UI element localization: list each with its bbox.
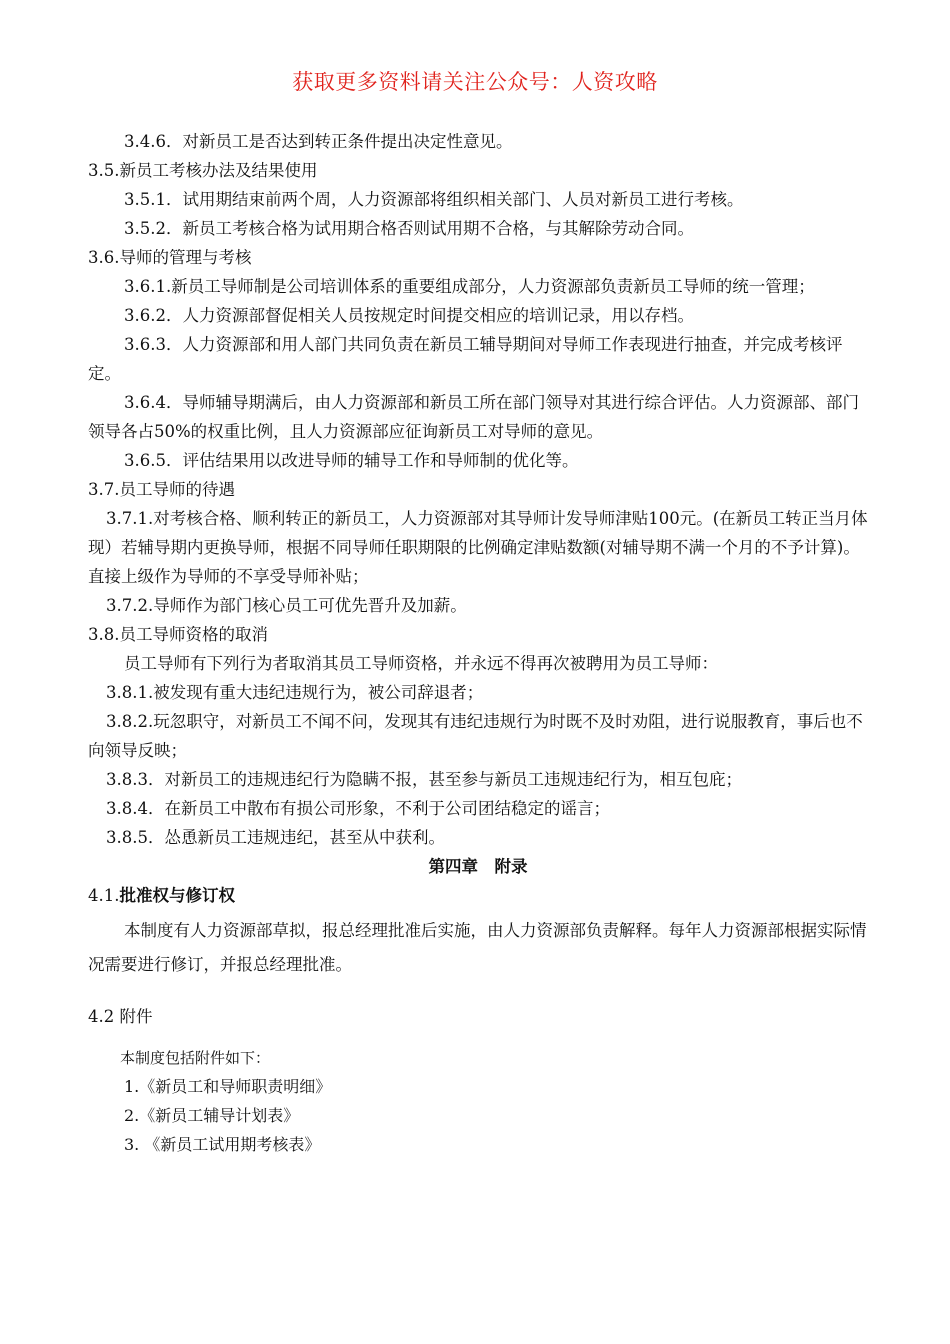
chapter-4-title: 第四章 附录 xyxy=(428,857,528,876)
clause-3-6-3: 3.6.3．人力资源部和用人部门共同负责在新员工辅导期间对导师工作表现进行抽查，并完成考核评定。 xyxy=(88,335,843,383)
section-4-2-heading: 4.2 附件 xyxy=(88,1007,153,1026)
clause-3-6-5: 3.6.5．评估结果用以改进导师的辅导工作和导师制的优化等。 xyxy=(124,451,579,470)
attachment-item-2: 2.《新员工辅导计划表》 xyxy=(124,1106,300,1125)
clause-3-7-2: 3.7.2.导师作为部门核心员工可优先晋升及加薪。 xyxy=(106,596,467,615)
clause-3-8-5: 3.8.5．怂恿新员工违规违纪，甚至从中获利。 xyxy=(106,828,445,847)
clause-3-8-3: 3.8.3．对新员工的违规违纪行为隐瞒不报，甚至参与新员工违规违纪行为，相互包庇； xyxy=(106,770,742,789)
promo-banner: 获取更多资料请关注公众号：人资攻略 xyxy=(292,70,658,94)
section-4-1-title: 批准权与修订权 xyxy=(119,886,235,905)
clause-3-6-1: 3.6.1.新员工导师制是公司培训体系的重要组成部分，人力资源部负责新员工导师的统一管理； xyxy=(124,277,815,296)
section-3-6-heading: 3.6.导师的管理与考核 xyxy=(88,248,252,267)
attachments-intro: 本制度包括附件如下： xyxy=(120,1049,271,1067)
clause-3-8-1: 3.8.1.被发现有重大违纪违规行为，被公司辞退者； xyxy=(106,683,484,702)
clause-3-6-2: 3.6.2．人力资源部督促相关人员按规定时间提交相应的培训记录，用以存档。 xyxy=(124,306,694,325)
clause-3-5-1: 3.5.1．试用期结束前两个周，人力资源部将组织相关部门、人员对新员工进行考核。 xyxy=(124,190,744,209)
section-4-1-paragraph: 本制度有人力资源部草拟，报总经理批准后实施，由人力资源部负责解释。每年人力资源部根据实际情况需要进行修订，并报总经理批准。 xyxy=(88,921,867,974)
clause-3-5-2: 3.5.2．新员工考核合格为试用期合格否则试用期不合格，与其解除劳动合同。 xyxy=(124,219,694,238)
attachment-item-1: 1.《新员工和导师职责明细》 xyxy=(124,1077,332,1096)
clause-3-8-2: 3.8.2.玩忽职守，对新员工不闻不问，发现其有违纪违规行为时既不及时劝阻，进行说服教育，事后也不向领导反映； xyxy=(88,712,863,760)
section-3-8-heading: 3.8.员工导师资格的取消 xyxy=(88,625,268,644)
section-4-1-heading xyxy=(88,881,868,910)
attachment-item-3: 3. 《新员工试用期考核表》 xyxy=(124,1135,321,1154)
document-body xyxy=(88,127,868,1159)
section-3-8-intro: 员工导师有下列行为者取消其员工导师资格，并永远不得再次被聘用为员工导师： xyxy=(124,654,718,673)
section-4-1-number: 4.1. xyxy=(88,886,120,905)
clause-3-6-4: 3.6.4．导师辅导期满后，由人力资源部和新员工所在部门领导对其进行综合评估。人力资源部、部门领导各占50%的权重比例，且人力资源部应征询新员工对导师的意见。 xyxy=(88,393,859,441)
clause-3-7-1: 3.7.1.对考核合格、顺利转正的新员工，人力资源部对其导师计发导师津贴100元。(在新员工转正当月体现）若辅导期内更换导师，根据不同导师任职期限的比例确定津贴数额(对辅导期不满一个月的不予计算)。直接上级作为导师的不享受导师补贴； xyxy=(88,509,868,586)
clause-3-4-6: 3.4.6．对新员工是否达到转正条件提出决定性意见。 xyxy=(124,132,513,151)
section-3-5-heading: 3.5.新员工考核办法及结果使用 xyxy=(88,161,318,180)
section-3-7-heading: 3.7.员工导师的待遇 xyxy=(88,480,235,499)
clause-3-8-4: 3.8.4．在新员工中散布有损公司形象，不利于公司团结稳定的谣言； xyxy=(106,799,610,818)
